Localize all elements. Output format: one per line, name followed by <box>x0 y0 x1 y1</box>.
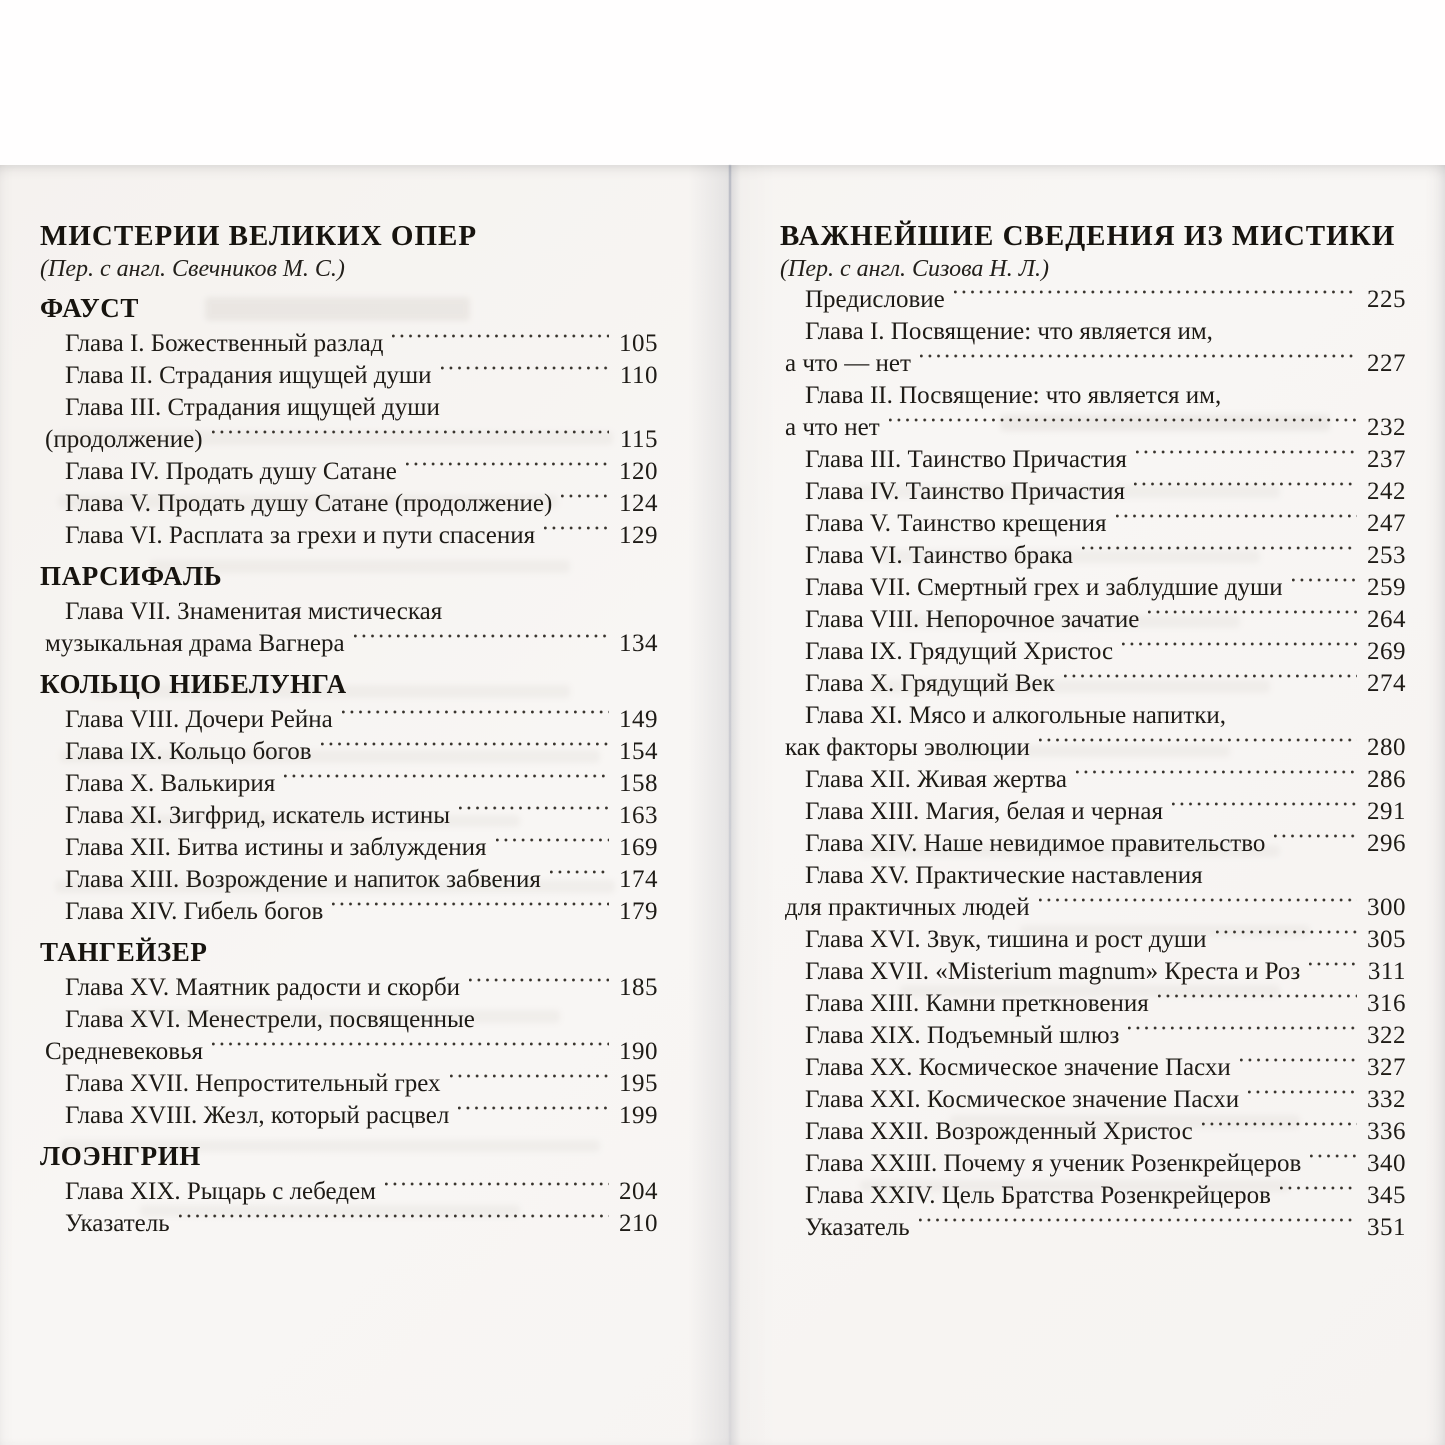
toc-entry-line <box>780 1052 1406 1084</box>
toc-entry-line <box>780 348 1406 380</box>
entry-text: Глава XIII. Возрождение и напиток забвения <box>65 866 541 893</box>
entry-text: как факторы эволюции <box>785 734 1030 761</box>
entry-page-number: 305 <box>1367 926 1406 953</box>
entry-text: Глава XII. Битва истины и заблуждения <box>65 834 487 861</box>
entry-text: Глава VI. Таинство брака <box>805 542 1073 569</box>
entry-text: Предисловие <box>805 286 945 313</box>
dot-leader <box>1080 540 1357 572</box>
dot-leader <box>340 704 609 736</box>
toc-entry-line <box>780 444 1406 476</box>
gutter-crease-line <box>729 165 731 1445</box>
entry-text: Глава V. Продать душу Сатане (продолжение) <box>65 490 553 517</box>
dot-leader <box>1037 732 1357 764</box>
toc-entry-line <box>40 1004 658 1036</box>
entry-text: Глава II. Посвящение: что является им, <box>805 382 1222 409</box>
entry-page-number: 154 <box>619 738 658 765</box>
toc-entry-line <box>780 604 1406 636</box>
entry-page-number: 300 <box>1367 894 1406 921</box>
right-page-title: ВАЖНЕЙШИЕ СВЕДЕНИЯ ИЗ МИСТИКИ <box>780 220 1396 252</box>
dot-leader <box>1120 636 1357 668</box>
toc-entry-line <box>780 572 1406 604</box>
toc-entry-line <box>40 1176 658 1208</box>
entry-text: Глава IX. Грядущий Христос <box>805 638 1114 665</box>
entry-page-number: 253 <box>1367 542 1406 569</box>
entry-page-number: 115 <box>619 426 658 453</box>
entry-text: Глава XXIII. Почему я ученик Розенкрейцеров <box>805 1150 1302 1177</box>
entry-text: Глава VII. Смертный грех и заблудшие души <box>805 574 1283 601</box>
toc-entry-line <box>780 1212 1406 1244</box>
toc-entry-line <box>780 732 1406 764</box>
dot-leader <box>918 348 1357 380</box>
entry-text: Глава VIII. Дочери Рейна <box>65 706 333 733</box>
entry-text: Глава X. Валькирия <box>65 770 276 797</box>
dot-leader <box>559 488 609 520</box>
entry-page-number: 232 <box>1367 414 1406 441</box>
entry-text: Глава XIX. Подъемный шлюз <box>805 1022 1120 1049</box>
entry-text: Глава XIV. Гибель богов <box>65 898 324 925</box>
toc-entry-line <box>780 636 1406 668</box>
entry-page-number: 332 <box>1367 1086 1406 1113</box>
entry-text: Глава XXII. Возрожденный Христос <box>805 1118 1193 1145</box>
entry-page-number: 204 <box>619 1178 658 1205</box>
entry-text: Глава X. Грядущий Век <box>805 670 1055 697</box>
dot-leader <box>1272 828 1357 860</box>
dot-leader <box>390 328 609 360</box>
entry-text: Глава I. Посвящение: что является им, <box>805 318 1213 345</box>
dot-leader <box>1134 444 1357 476</box>
dot-leader <box>177 1208 609 1240</box>
dot-leader <box>319 736 609 768</box>
entry-page-number: 105 <box>619 330 658 357</box>
toc-entry-line <box>40 328 658 360</box>
entry-text: Указатель <box>65 1210 170 1237</box>
left-page-translator-note: (Пер. с англ. Свечников М. С.) <box>40 256 345 282</box>
entry-text: Глава XI. Зигфрид, искатель истины <box>65 802 451 829</box>
entry-text: Глава XV. Практические наставления <box>805 862 1203 889</box>
dot-leader <box>404 456 609 488</box>
entry-text: Указатель <box>805 1214 910 1241</box>
toc-entry-line <box>40 628 658 660</box>
entry-page-number: 237 <box>1367 446 1406 473</box>
entry-page-number: 120 <box>619 458 658 485</box>
toc-entry-line <box>780 1084 1406 1116</box>
toc-entry-line <box>40 424 658 456</box>
dot-leader <box>1308 1148 1357 1180</box>
entry-page-number: 327 <box>1367 1054 1406 1081</box>
dot-leader <box>282 768 609 800</box>
dot-leader <box>439 360 609 392</box>
toc-entry-line <box>780 796 1406 828</box>
toc-entry-line <box>40 1068 658 1100</box>
right-page <box>780 165 1406 1244</box>
toc-entry-line <box>780 892 1406 924</box>
entry-text: Глава XI. Мясо и алкогольные напитки, <box>805 702 1227 729</box>
entry-page-number: 345 <box>1367 1182 1406 1209</box>
entry-text: Глава III. Таинство Причастия <box>805 446 1127 473</box>
dot-leader <box>917 1212 1357 1244</box>
toc-entry-line <box>40 488 658 520</box>
toc-entry-line <box>780 956 1406 988</box>
entry-page-number: 225 <box>1367 286 1406 313</box>
toc-entry-line <box>40 1036 658 1068</box>
entry-page-number: 134 <box>619 630 658 657</box>
entry-page-number: 227 <box>1367 350 1406 377</box>
toc-entry-line <box>40 596 658 628</box>
dot-leader <box>1307 956 1357 988</box>
dot-leader <box>210 1036 609 1068</box>
entry-page-number: 274 <box>1367 670 1406 697</box>
entry-text: Глава XVI. Звук, тишина и рост души <box>805 926 1207 953</box>
entry-page-number: 259 <box>1367 574 1406 601</box>
entry-text: Глава XXIV. Цель Братства Розенкрейцеров <box>805 1182 1271 1209</box>
toc-entry-line <box>780 988 1406 1020</box>
entry-text: Глава IV. Продать душу Сатане <box>65 458 397 485</box>
entry-page-number: 269 <box>1367 638 1406 665</box>
toc-entry-line <box>780 508 1406 540</box>
entry-text: (продолжение) <box>45 426 203 453</box>
dot-leader <box>1156 988 1357 1020</box>
dot-leader <box>1200 1116 1357 1148</box>
entry-text: Глава VIII. Непорочное зачатие <box>805 606 1140 633</box>
entry-page-number: 158 <box>619 770 658 797</box>
entry-page-number: 190 <box>619 1038 658 1065</box>
dot-leader <box>1238 1052 1357 1084</box>
entry-page-number: 291 <box>1367 798 1406 825</box>
entry-text: Глава XIX. Рыцарь с лебедем <box>65 1178 376 1205</box>
dot-leader <box>1246 1084 1357 1116</box>
entry-page-number: 185 <box>619 974 658 1001</box>
dot-leader <box>1170 796 1357 828</box>
toc-entry-line <box>780 1148 1406 1180</box>
toc-entry-line <box>780 1116 1406 1148</box>
toc-entry-line <box>780 316 1406 348</box>
entry-text: для практичных людей <box>785 894 1030 921</box>
entry-text: Глава XX. Космическое значение Пасхи <box>805 1054 1231 1081</box>
section-heading: ТАНГЕЙЗЕР <box>40 937 208 967</box>
entry-page-number: 264 <box>1367 606 1406 633</box>
entry-text: Глава XXI. Космическое значение Пасхи <box>805 1086 1240 1113</box>
entry-page-number: 129 <box>619 522 658 549</box>
entry-page-number: 163 <box>619 802 658 829</box>
toc-entry-line <box>40 360 658 392</box>
entry-page-number: 110 <box>619 362 658 389</box>
entry-text: Глава IX. Кольцо богов <box>65 738 312 765</box>
entry-text: Глава III. Страдания ищущей души <box>65 394 440 421</box>
toc-entry-line <box>40 736 658 768</box>
toc-entry-line <box>40 1100 658 1132</box>
right-page-translator-note: (Пер. с англ. Сизова Н. Л.) <box>780 256 1049 282</box>
section-heading: ЛОЭНГРИН <box>40 1141 201 1171</box>
dot-leader <box>1132 476 1357 508</box>
section-heading: ПАРСИФАЛЬ <box>40 561 223 591</box>
entry-text: а что нет <box>785 414 880 441</box>
entry-text: Средневековья <box>45 1038 203 1065</box>
entry-text: Глава XVIII. Жезл, который расцвел <box>65 1102 450 1129</box>
entry-page-number: 316 <box>1367 990 1406 1017</box>
toc-entry-line <box>40 768 658 800</box>
entry-text: Глава XIII. Камни преткновения <box>805 990 1149 1017</box>
entry-page-number: 280 <box>1367 734 1406 761</box>
entry-page-number: 174 <box>619 866 658 893</box>
entry-page-number: 195 <box>619 1070 658 1097</box>
left-page <box>40 165 658 1240</box>
dot-leader <box>383 1176 609 1208</box>
entry-text: музыкальная драма Вагнера <box>45 630 345 657</box>
toc-entry-line <box>780 412 1406 444</box>
toc-entry-line <box>780 668 1406 700</box>
toc-entry-line <box>40 1208 658 1240</box>
dot-leader <box>210 424 609 456</box>
section-heading: КОЛЬЦО НИБЕЛУНГА <box>40 669 347 699</box>
toc-entry-line <box>40 972 658 1004</box>
section-heading: ФАУСТ <box>40 293 139 323</box>
entry-page-number: 149 <box>619 706 658 733</box>
dot-leader <box>448 1068 609 1100</box>
toc-entry-line <box>780 284 1406 316</box>
toc-entry-line <box>40 520 658 552</box>
entry-text: Глава XIII. Магия, белая и черная <box>805 798 1164 825</box>
dot-leader <box>1074 764 1357 796</box>
entry-page-number: 247 <box>1367 510 1406 537</box>
gutter-shadow <box>688 165 776 1445</box>
toc-entry-line <box>780 764 1406 796</box>
entry-text: Глава I. Божественный разлад <box>65 330 384 357</box>
entry-page-number: 351 <box>1367 1214 1406 1241</box>
toc-entry-line <box>40 896 658 928</box>
toc-entry-line <box>780 700 1406 732</box>
dot-leader <box>1126 1020 1357 1052</box>
toc-entry-line <box>780 540 1406 572</box>
entry-page-number: 210 <box>619 1210 658 1237</box>
entry-page-number: 296 <box>1367 830 1406 857</box>
entry-text: Глава IV. Таинство Причастия <box>805 478 1126 505</box>
toc-entry-line <box>40 456 658 488</box>
entry-page-number: 169 <box>619 834 658 861</box>
dot-leader <box>1278 1180 1357 1212</box>
entry-page-number: 286 <box>1367 766 1406 793</box>
dot-leader <box>887 412 1357 444</box>
toc-entry-line <box>40 832 658 864</box>
dot-leader <box>1214 924 1357 956</box>
entry-page-number: 311 <box>1367 958 1406 985</box>
entry-text: Глава XVI. Менестрели, посвященные <box>65 1006 475 1033</box>
entry-text: Глава XVII. Непростительный грех <box>65 1070 441 1097</box>
entry-page-number: 336 <box>1367 1118 1406 1145</box>
left-page-sections <box>40 292 658 1240</box>
dot-leader <box>548 864 609 896</box>
dot-leader <box>1062 668 1357 700</box>
dot-leader <box>542 520 609 552</box>
toc-entry-line <box>780 828 1406 860</box>
entry-text: Глава XVII. «Misterium magnum» Креста и Роз <box>805 958 1301 985</box>
toc-entry-line <box>40 800 658 832</box>
toc-entry-line <box>780 924 1406 956</box>
toc-entry-line <box>780 1180 1406 1212</box>
dot-leader <box>457 800 609 832</box>
dot-leader <box>1146 604 1357 636</box>
toc-entry-line <box>780 476 1406 508</box>
book-pages <box>0 165 1445 1445</box>
dot-leader <box>1290 572 1357 604</box>
entry-text: Глава VII. Знаменитая мистическая <box>65 598 443 625</box>
entry-page-number: 242 <box>1367 478 1406 505</box>
left-page-title: МИСТЕРИИ ВЕЛИКИХ ОПЕР <box>40 220 478 252</box>
entry-text: Глава V. Таинство крещения <box>805 510 1107 537</box>
dot-leader <box>352 628 609 660</box>
dot-leader <box>456 1100 609 1132</box>
entry-page-number: 179 <box>619 898 658 925</box>
toc-entry-line <box>780 860 1406 892</box>
dot-leader <box>1037 892 1357 924</box>
right-page-entries <box>780 284 1406 1244</box>
dot-leader <box>467 972 609 1004</box>
entry-page-number: 322 <box>1367 1022 1406 1049</box>
toc-entry-line <box>40 704 658 736</box>
dot-leader <box>952 284 1357 316</box>
entry-text: Глава XV. Маятник радости и скорби <box>65 974 461 1001</box>
dot-leader <box>494 832 609 864</box>
dot-leader <box>1114 508 1357 540</box>
toc-entry-line <box>40 392 658 424</box>
dot-leader <box>330 896 609 928</box>
entry-text: Глава II. Страдания ищущей души <box>65 362 432 389</box>
entry-text: Глава XII. Живая жертва <box>805 766 1067 793</box>
toc-entry-line <box>40 864 658 896</box>
entry-text: Глава VI. Расплата за грехи и пути спасения <box>65 522 536 549</box>
entry-page-number: 340 <box>1367 1150 1406 1177</box>
entry-text: Глава XIV. Наше невидимое правительство <box>805 830 1266 857</box>
toc-entry-line <box>780 1020 1406 1052</box>
toc-entry-line <box>780 380 1406 412</box>
entry-page-number: 199 <box>619 1102 658 1129</box>
entry-page-number: 124 <box>619 490 658 517</box>
entry-text: а что — нет <box>785 350 911 377</box>
